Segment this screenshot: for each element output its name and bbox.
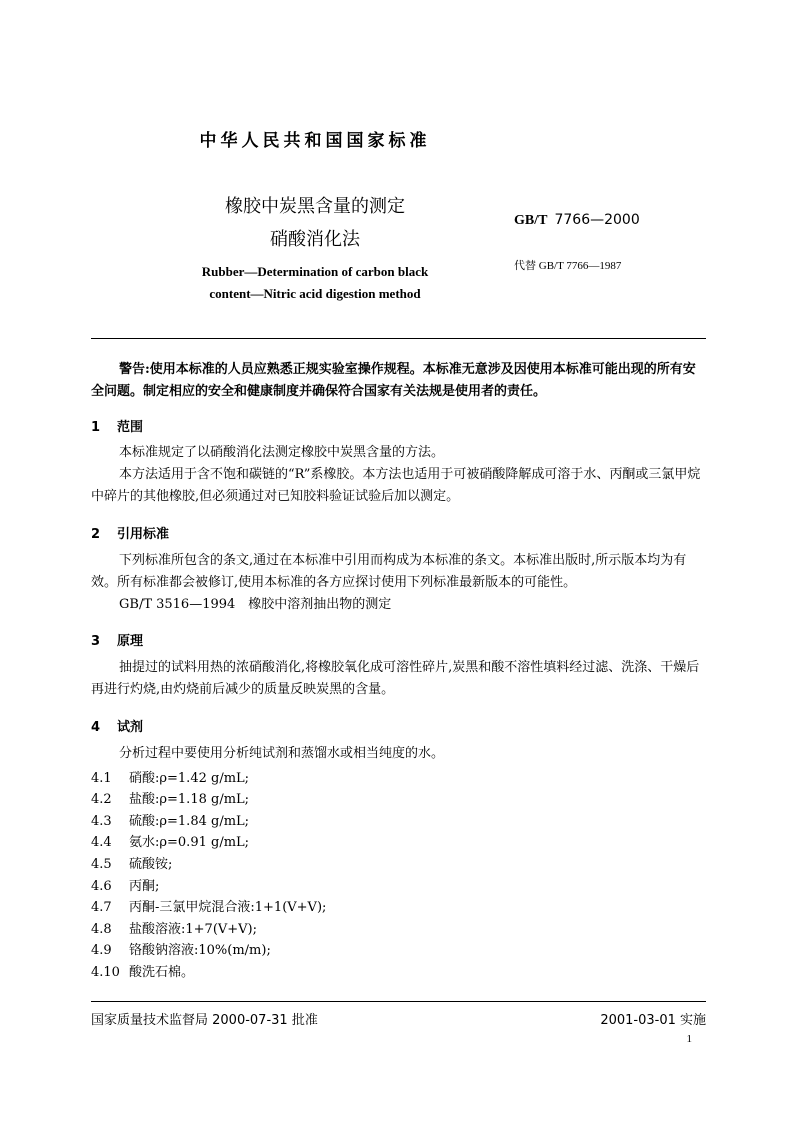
item-number: 4.10 xyxy=(91,965,120,980)
section-title: 试剂 xyxy=(117,720,144,735)
header-divider xyxy=(91,338,706,339)
section-number: 4 xyxy=(91,720,101,735)
effective-date: 2001-03-01 实施 xyxy=(600,1013,706,1028)
section-heading-scope xyxy=(91,416,143,435)
item-number: 4.4 xyxy=(91,835,112,850)
reagent-item xyxy=(91,853,172,872)
item-text: 丙酮-三氯甲烷混合液:1+1(V+V); xyxy=(129,900,327,915)
replaces-standard: 代替 GB/T 7766—1987 xyxy=(514,260,622,272)
national-standard-title: 中华人民共和国国家标准 xyxy=(199,131,431,151)
section-title: 原理 xyxy=(117,634,144,649)
references-paragraph: 下列标准所包含的条文,通过在本标准中引用而构成为本标准的条文。本标准出版时,所示版本均为有效。所有标准都会被修订,使用本标准的各方应探讨使用下列标准最新版本的可能性。 xyxy=(91,553,687,590)
item-text: 盐酸溶液:1+7(V+V); xyxy=(129,922,258,937)
section-title: 范围 xyxy=(117,420,144,435)
reference-item: GB/T 3516—1994 橡胶中溶剂抽出物的测定 xyxy=(119,597,392,612)
footer-divider xyxy=(91,1001,706,1002)
section-number: 2 xyxy=(91,527,101,542)
item-text: 酸洗石棉。 xyxy=(129,965,195,980)
principle-paragraph: 抽提过的试料用热的浓硝酸消化,将橡胶氧化成可溶性碎片,炭黑和酸不溶性填料经过滤、洗涤、干燥后再进行灼烧,由灼烧前后减少的质量反映炭黑的含量。 xyxy=(91,660,700,697)
reagent-item xyxy=(91,788,249,807)
item-text: 硫酸:ρ=1.84 g/mL; xyxy=(129,814,250,829)
scope-paragraph-2: 本方法适用于含不饱和碳链的“R”系橡胶。本方法也适用于可被硝酸降解成可溶于水、丙酮或三氯甲烷中碎片的其他橡胶,但必须通过对已知胶料验证试验后加以测定。 xyxy=(91,467,701,504)
reagent-item xyxy=(91,961,194,980)
reagent-item xyxy=(91,875,159,894)
reagent-item xyxy=(91,896,326,915)
document-title-en-line1: Rubber—Determination of carbon black xyxy=(201,264,429,279)
standard-number xyxy=(514,212,640,229)
document-title-en-line2: content—Nitric acid digestion method xyxy=(209,286,421,301)
item-number: 4.8 xyxy=(91,922,112,937)
reagents-intro: 分析过程中要使用分析纯试剂和蒸馏水或相当纯度的水。 xyxy=(119,746,445,761)
reagent-item xyxy=(91,918,257,937)
section-heading-references xyxy=(91,523,169,542)
section-heading-reagents xyxy=(91,716,143,735)
item-number: 4.9 xyxy=(91,943,112,958)
item-text: 铬酸钠溶液:10%(m/m); xyxy=(129,943,271,958)
item-text: 丙酮; xyxy=(129,879,160,894)
item-number: 4.6 xyxy=(91,879,112,894)
section-number: 3 xyxy=(91,634,101,649)
reagent-item xyxy=(91,810,249,829)
standard-prefix: GB/T xyxy=(514,213,548,228)
reagent-item xyxy=(91,767,249,786)
item-number: 4.7 xyxy=(91,900,112,915)
reagent-item xyxy=(91,831,249,850)
page-number: 1 xyxy=(686,1033,692,1045)
item-text: 硝酸:ρ=1.42 g/mL; xyxy=(129,771,250,786)
section-heading-principle xyxy=(91,630,143,649)
standard-number-value: 7766—2000 xyxy=(554,212,640,228)
item-number: 4.2 xyxy=(91,792,112,807)
approval-date: 国家质量技术监督局 2000-07-31 批准 xyxy=(91,1013,318,1028)
section-title: 引用标准 xyxy=(117,527,170,542)
document-subtitle-cn: 硝酸消化法 xyxy=(270,229,360,250)
item-number: 4.3 xyxy=(91,814,112,829)
item-number: 4.5 xyxy=(91,857,112,872)
item-text: 氨水:ρ=0.91 g/mL; xyxy=(129,835,250,850)
reagent-item xyxy=(91,939,271,958)
item-text: 盐酸:ρ=1.18 g/mL; xyxy=(129,792,250,807)
safety-warning: 警告:使用本标准的人员应熟悉正规实验室操作规程。本标准无意涉及因使用本标准可能出现的所有安全问题。制定相应的安全和健康制度并确保符合国家有关法规是使用者的责任。 xyxy=(91,362,696,399)
item-number: 4.1 xyxy=(91,771,112,786)
scope-paragraph-1: 本标准规定了以硝酸消化法测定橡胶中炭黑含量的方法。 xyxy=(119,445,445,460)
document-title-cn: 橡胶中炭黑含量的测定 xyxy=(225,196,405,217)
section-number: 1 xyxy=(91,420,101,435)
item-text: 硫酸铵; xyxy=(129,857,173,872)
